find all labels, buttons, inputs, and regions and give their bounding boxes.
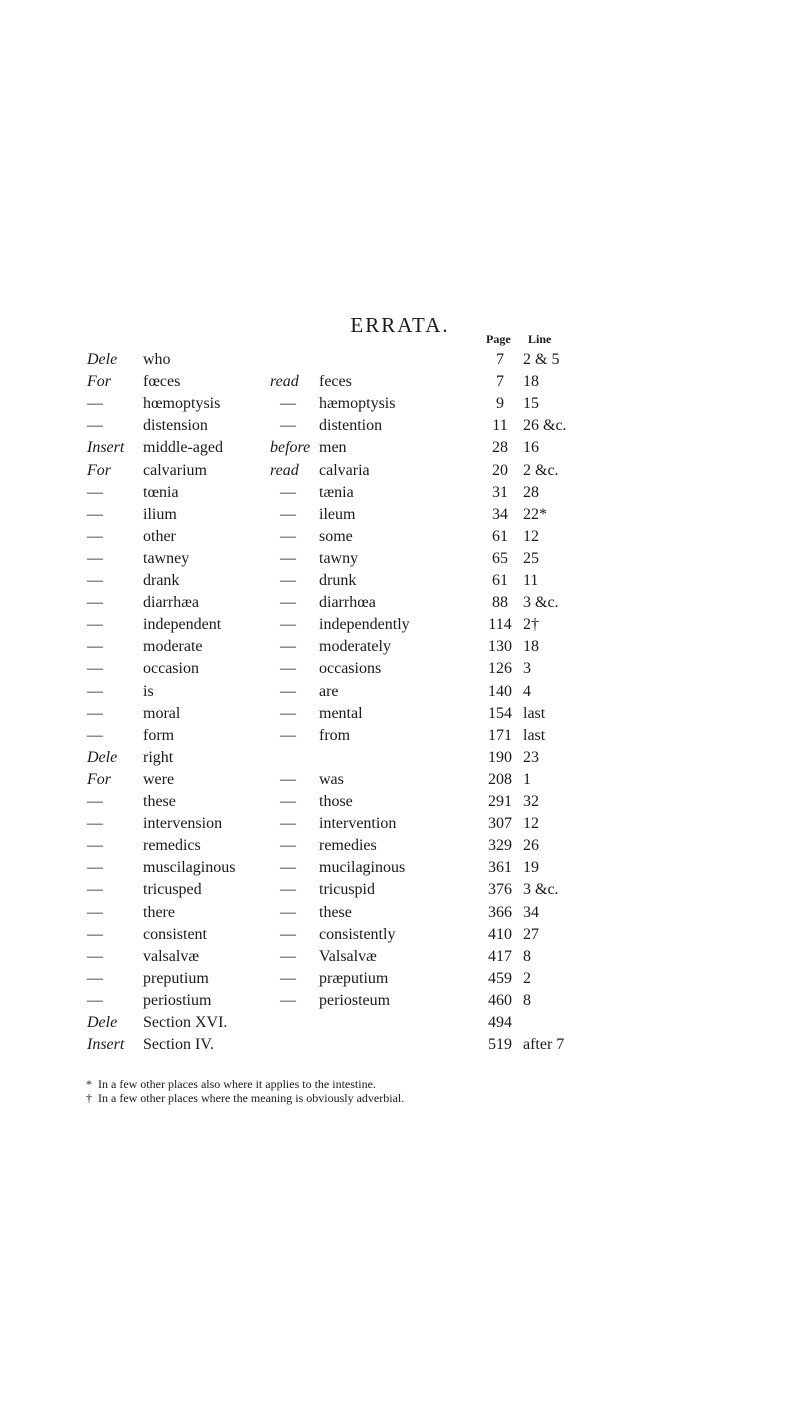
instruction: — <box>87 594 103 612</box>
corrected-text: periosteum <box>319 991 391 1009</box>
corrected-text: tænia <box>319 483 354 501</box>
line-number: last <box>523 704 546 722</box>
line-number: 8 <box>523 991 531 1009</box>
page-number: 11 <box>492 417 508 435</box>
line-number: 4 <box>523 682 531 700</box>
footnote-text: In a few other places where the meaning is obviously adverbial. <box>98 1091 405 1105</box>
page-number: 31 <box>492 483 508 501</box>
correction-instruction: read <box>270 373 299 391</box>
line-number: 19 <box>523 859 539 877</box>
correction-instruction: — <box>280 969 296 987</box>
erroneous-text: valsalvæ <box>143 947 199 965</box>
page-number: 61 <box>492 572 508 589</box>
errata-row <box>0 1034 800 1056</box>
line-column-header: Line <box>528 332 552 346</box>
erroneous-text: remedics <box>143 837 201 855</box>
line-number: 32 <box>523 793 539 810</box>
errata-row <box>0 747 800 769</box>
erroneous-text: hœmoptysis <box>143 395 221 413</box>
instruction: — <box>87 925 103 943</box>
corrected-text: men <box>319 439 347 457</box>
instruction: — <box>87 815 103 833</box>
errata-title: ERRATA. <box>350 313 450 337</box>
errata-row <box>0 1012 800 1034</box>
instruction: — <box>87 616 103 634</box>
line-number: 3 <box>523 660 531 678</box>
errata-row <box>0 725 800 747</box>
page-number: 459 <box>488 969 512 987</box>
corrected-text: drunk <box>319 572 357 589</box>
instruction: — <box>87 991 103 1009</box>
page-number: 329 <box>488 837 512 855</box>
erroneous-text: other <box>143 527 176 545</box>
errata-row <box>0 614 800 636</box>
errata-row <box>0 924 800 946</box>
line-number: 18 <box>523 638 539 656</box>
corrected-text: are <box>319 682 339 700</box>
instruction: — <box>87 969 103 987</box>
erroneous-text: muscilaginous <box>143 859 236 877</box>
page-number: 20 <box>492 461 508 479</box>
instruction: — <box>87 837 103 855</box>
instruction: — <box>87 417 103 435</box>
correction-instruction: — <box>280 527 296 545</box>
page-number: 154 <box>488 704 512 722</box>
errata-row <box>0 658 800 680</box>
correction-instruction: before <box>270 439 311 457</box>
corrected-text: moderately <box>319 638 391 656</box>
corrected-text: distention <box>319 417 383 435</box>
line-number: 2† <box>523 616 539 634</box>
correction-instruction: — <box>280 549 296 567</box>
erroneous-text: Section IV. <box>143 1036 214 1054</box>
line-number: 27 <box>523 925 539 943</box>
correction-instruction: — <box>280 704 296 722</box>
erroneous-text: drank <box>143 572 180 589</box>
erroneous-text: right <box>143 748 174 766</box>
corrected-text: feces <box>319 373 352 391</box>
footnote <box>86 1091 404 1106</box>
instruction: — <box>87 682 103 700</box>
line-number: 23 <box>523 748 539 766</box>
page-number: 9 <box>496 395 504 413</box>
errata-row <box>0 636 800 658</box>
erroneous-text: periostium <box>143 991 212 1009</box>
page-number: 208 <box>488 770 512 788</box>
line-number: after 7 <box>523 1036 565 1054</box>
errata-row <box>0 570 800 592</box>
errata-row <box>0 548 800 570</box>
line-number: 3 &c. <box>523 594 559 612</box>
corrected-text: calvaria <box>319 461 370 479</box>
instruction: Dele <box>87 351 118 368</box>
page-number: 361 <box>488 859 512 877</box>
correction-instruction: — <box>280 881 296 899</box>
instruction: — <box>87 505 103 523</box>
corrected-text: those <box>319 793 353 810</box>
erroneous-text: calvarium <box>143 461 207 479</box>
instruction: — <box>87 726 103 744</box>
page-number: 65 <box>492 549 508 567</box>
instruction: — <box>87 881 103 899</box>
footnote-mark: † <box>86 1091 92 1105</box>
page-number: 140 <box>488 682 512 700</box>
line-number: 25 <box>523 549 539 567</box>
instruction: For <box>87 461 111 479</box>
instruction: — <box>87 483 103 501</box>
errata-row <box>0 835 800 857</box>
page-number: 291 <box>488 793 512 810</box>
correction-instruction: — <box>280 793 296 810</box>
correction-instruction: — <box>280 483 296 501</box>
erroneous-text: middle-aged <box>143 439 223 457</box>
errata-row <box>0 437 800 459</box>
page-number: 114 <box>488 616 512 634</box>
correction-instruction: — <box>280 682 296 700</box>
line-number: 15 <box>523 395 539 413</box>
page-number: 88 <box>492 594 508 612</box>
instruction: — <box>87 638 103 656</box>
erroneous-text: moral <box>143 704 181 722</box>
instruction: — <box>87 704 103 722</box>
corrected-text: was <box>319 770 344 788</box>
line-number: 8 <box>523 947 531 965</box>
errata-row <box>0 460 800 482</box>
errata-row <box>0 857 800 879</box>
correction-instruction: — <box>280 770 296 788</box>
errata-row <box>0 393 800 415</box>
correction-instruction: — <box>280 837 296 855</box>
corrected-text: occasions <box>319 660 382 678</box>
line-number: 26 <box>523 837 539 855</box>
instruction: — <box>87 660 103 678</box>
line-number: 2 <box>523 969 531 987</box>
errata-row <box>0 769 800 791</box>
erroneous-text: occasion <box>143 660 199 678</box>
errata-row <box>0 968 800 990</box>
correction-instruction: — <box>280 859 296 877</box>
errata-row <box>0 813 800 835</box>
corrected-text: mucilaginous <box>319 859 406 877</box>
erroneous-text: preputium <box>143 969 209 987</box>
erroneous-text: independent <box>143 616 222 634</box>
page-number: 460 <box>488 991 512 1009</box>
corrected-text: intervention <box>319 815 397 833</box>
corrected-text: Valsalvæ <box>319 947 377 965</box>
corrected-text: some <box>319 527 353 545</box>
errata-row <box>0 526 800 548</box>
page-column-header: Page <box>486 332 511 346</box>
erroneous-text: diarrhæa <box>143 594 199 612</box>
page-number: 410 <box>488 925 512 943</box>
instruction: — <box>87 395 103 413</box>
footnote-mark: * <box>86 1077 92 1091</box>
erroneous-text: ilium <box>143 505 177 523</box>
corrected-text: tawny <box>319 549 359 567</box>
line-number: 16 <box>523 439 539 457</box>
line-number: 12 <box>523 815 539 833</box>
page-number: 61 <box>492 527 508 545</box>
correction-instruction: — <box>280 572 296 589</box>
correction-instruction: — <box>280 925 296 943</box>
correction-instruction: — <box>280 505 296 523</box>
corrected-text: præputium <box>319 969 389 987</box>
instruction: — <box>87 903 103 921</box>
footnote-text: In a few other places also where it applies to the intestine. <box>98 1077 376 1091</box>
erroneous-text: is <box>143 682 154 700</box>
erroneous-text: consistent <box>143 925 207 943</box>
errata-row <box>0 902 800 924</box>
page-number: 519 <box>488 1036 512 1054</box>
erroneous-text: were <box>143 770 175 788</box>
errata-row <box>0 791 800 813</box>
instruction: — <box>87 549 103 567</box>
correction-instruction: — <box>280 947 296 965</box>
errata-row <box>0 592 800 614</box>
corrected-text: tricuspid <box>319 881 375 899</box>
correction-instruction: read <box>270 461 299 479</box>
line-number: 3 &c. <box>523 881 559 899</box>
line-number: 2 &c. <box>523 461 559 479</box>
page-number: 171 <box>488 726 512 744</box>
erroneous-text: Section XVI. <box>143 1014 228 1031</box>
page-number: 494 <box>488 1014 512 1031</box>
erroneous-text: fœces <box>143 373 181 391</box>
instruction: Dele <box>87 748 118 766</box>
corrected-text: consistently <box>319 925 396 943</box>
instruction: — <box>87 947 103 965</box>
line-number: 28 <box>523 483 539 501</box>
erroneous-text: these <box>143 793 176 810</box>
line-number: last <box>523 726 546 744</box>
instruction: — <box>87 572 103 589</box>
instruction: For <box>87 770 111 788</box>
corrected-text: diarrhœa <box>319 594 376 612</box>
page-number: 130 <box>488 638 512 656</box>
erroneous-text: form <box>143 726 175 744</box>
instruction: — <box>87 793 103 810</box>
corrected-text: mental <box>319 704 363 722</box>
erroneous-text: tricusped <box>143 881 202 899</box>
erroneous-text: there <box>143 903 175 921</box>
correction-instruction: — <box>280 903 296 921</box>
line-number: 12 <box>523 527 539 545</box>
instruction: For <box>87 373 111 391</box>
errata-row <box>0 681 800 703</box>
page-number: 417 <box>488 947 512 965</box>
page-number: 307 <box>488 815 512 833</box>
correction-instruction: — <box>280 417 296 435</box>
erroneous-text: who <box>143 351 171 368</box>
instruction: Insert <box>87 1036 125 1054</box>
corrected-text: ileum <box>319 505 356 523</box>
corrected-text: from <box>319 726 351 744</box>
corrected-text: remedies <box>319 837 377 855</box>
errata-row <box>0 371 800 393</box>
page-number: 34 <box>492 505 508 523</box>
errata-row <box>0 482 800 504</box>
page-number: 190 <box>488 748 512 766</box>
instruction: — <box>87 527 103 545</box>
erroneous-text: intervension <box>143 815 223 833</box>
page-number: 7 <box>496 373 504 391</box>
corrected-text: these <box>319 903 352 921</box>
line-number: 34 <box>523 903 539 921</box>
page-number: 366 <box>488 903 512 921</box>
erroneous-text: tœnia <box>143 483 179 501</box>
correction-instruction: — <box>280 815 296 833</box>
line-number: 18 <box>523 373 539 391</box>
line-number: 26 &c. <box>523 417 567 435</box>
line-number: 1 <box>523 770 531 788</box>
errata-row <box>0 946 800 968</box>
instruction: — <box>87 859 103 877</box>
correction-instruction: — <box>280 395 296 413</box>
erroneous-text: distension <box>143 417 208 435</box>
line-number: 11 <box>523 572 539 589</box>
correction-instruction: — <box>280 638 296 656</box>
corrected-text: hæmoptysis <box>319 395 396 413</box>
footnote <box>86 1077 376 1092</box>
page-number: 376 <box>488 881 512 899</box>
erroneous-text: moderate <box>143 638 203 656</box>
page-number: 126 <box>488 660 512 678</box>
correction-instruction: — <box>280 991 296 1009</box>
instruction: Dele <box>87 1014 118 1031</box>
errata-row <box>0 703 800 725</box>
correction-instruction: — <box>280 594 296 612</box>
errata-row <box>0 415 800 437</box>
instruction: Insert <box>87 439 125 457</box>
line-number: 2 & 5 <box>523 351 560 368</box>
errata-row <box>0 990 800 1012</box>
correction-instruction: — <box>280 660 296 678</box>
correction-instruction: — <box>280 616 296 634</box>
erroneous-text: tawney <box>143 549 190 567</box>
corrected-text: independently <box>319 616 410 634</box>
page-number: 7 <box>496 351 504 368</box>
errata-row <box>0 504 800 526</box>
line-number: 22* <box>523 505 547 523</box>
correction-instruction: — <box>280 726 296 744</box>
errata-row <box>0 349 800 371</box>
page-number: 28 <box>492 439 508 457</box>
errata-row <box>0 879 800 901</box>
